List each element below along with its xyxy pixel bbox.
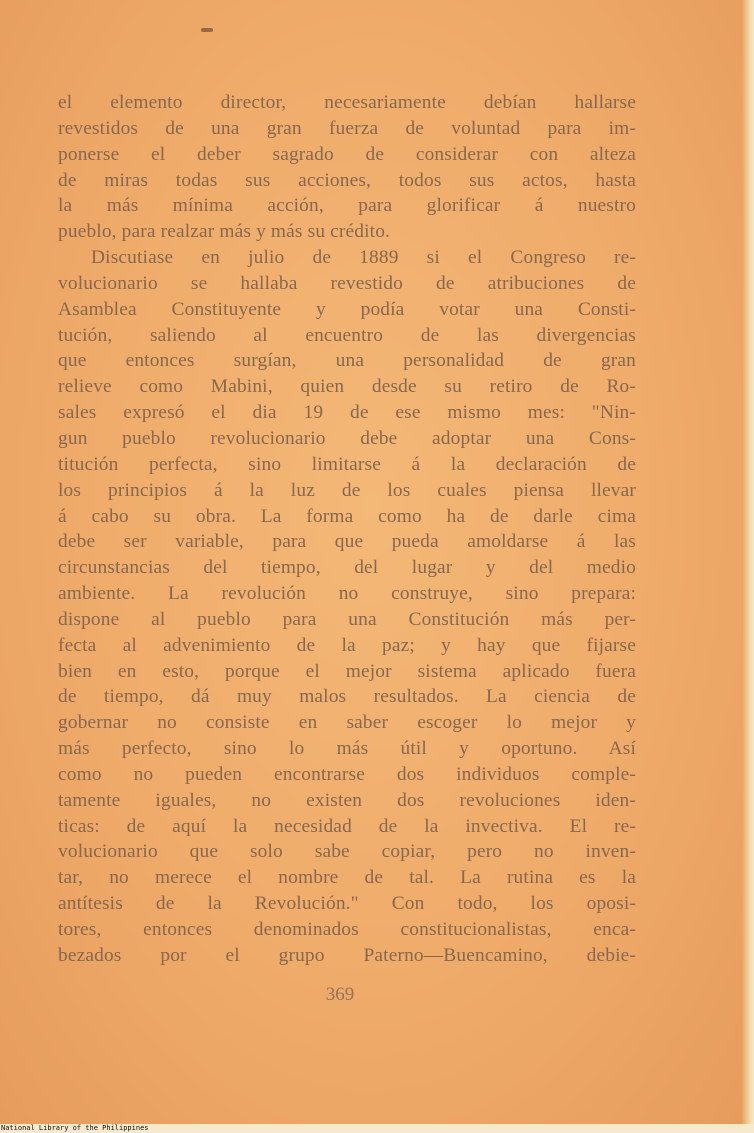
text-line: gobernar no consiste en saber escoger lo mejor y xyxy=(58,712,636,734)
text-line: ponerse el deber sagrado de considerar con alteza xyxy=(58,143,636,165)
text-line: bezados por el grupo Paterno—Buencamino, debie- xyxy=(58,944,636,966)
text-line: tar, no merece el nombre de tal. La rutina es la xyxy=(58,867,636,889)
text-line: la más mínima acción, para glorificar á nuestro xyxy=(58,195,636,217)
text-line: el elemento director, necesariamente debían hallarse xyxy=(58,92,636,113)
text-line: titución perfecta, sino limitarse á la declaración de xyxy=(58,453,636,475)
text-line: ticas: de aquí la necesidad de la invectiva. El re- xyxy=(58,815,636,837)
body-text xyxy=(58,90,636,969)
text-line: dispone al pueblo para una Constitución más per- xyxy=(58,608,636,630)
text-line: tamente iguales, no existen dos revoluciones iden- xyxy=(58,789,636,811)
text-line: sales expresó el dia 19 de ese mismo mes: "Nin- xyxy=(58,402,636,424)
text-line: antítesis de la Revolución." Con todo, los oposi- xyxy=(58,893,636,915)
text-line: como no pueden encontrarse dos individuos comple- xyxy=(58,763,636,785)
text-line: á cabo su obra. La forma como ha de darle cima xyxy=(58,505,636,527)
text-line: Asamblea Constituyente y podía votar una Consti- xyxy=(58,298,636,320)
text-line: de miras todas sus acciones, todos sus actos, hasta xyxy=(58,169,636,191)
text-line: fecta al advenimiento de la paz; y hay que fijarse xyxy=(58,634,636,656)
text-line: debe ser variable, para que pueda amoldarse á las xyxy=(58,531,636,553)
text-line: pueblo, para realzar más y más su crédito. xyxy=(58,221,391,243)
text-line: tución, saliendo al encuentro de las divergencias xyxy=(58,324,636,346)
text-line: más perfecto, sino lo más útil y oportuno. Así xyxy=(58,738,636,760)
page-number: 369 xyxy=(325,984,355,1005)
ink-smudge xyxy=(201,28,213,32)
text-line: volucionario que solo sabe copiar, pero no inven- xyxy=(58,841,636,863)
library-credit: National Library of the Philippines xyxy=(1,1124,149,1132)
text-line: circunstancias del tiempo, del lugar y del medio xyxy=(58,557,636,579)
text-line-paragraph-start: Discutiase en julio de 1889 si el Congreso re- xyxy=(91,247,636,269)
text-line: bien en esto, porque el mejor sistema aplicado fuera xyxy=(58,660,636,682)
text-line: gun pueblo revolucionario debe adoptar una Cons- xyxy=(58,427,636,449)
text-line: los principios á la luz de los cuales piensa llevar xyxy=(58,479,636,501)
text-line: ambiente. La revolución no construye, sino prepara: xyxy=(58,583,636,605)
text-line: revestidos de una gran fuerza de voluntad para im- xyxy=(58,117,636,139)
text-line: de tiempo, dá muy malos resultados. La ciencia de xyxy=(58,686,636,708)
text-line: que entonces surgían, una personalidad de gran xyxy=(58,350,636,372)
page-edge xyxy=(742,0,754,1124)
text-line: tores, entonces denominados constitucionalistas, enca- xyxy=(58,919,636,940)
text-line: relieve como Mabini, quien desde su retiro de Ro- xyxy=(58,376,636,398)
text-line: volucionario se hallaba revestido de atribuciones de xyxy=(58,272,636,294)
